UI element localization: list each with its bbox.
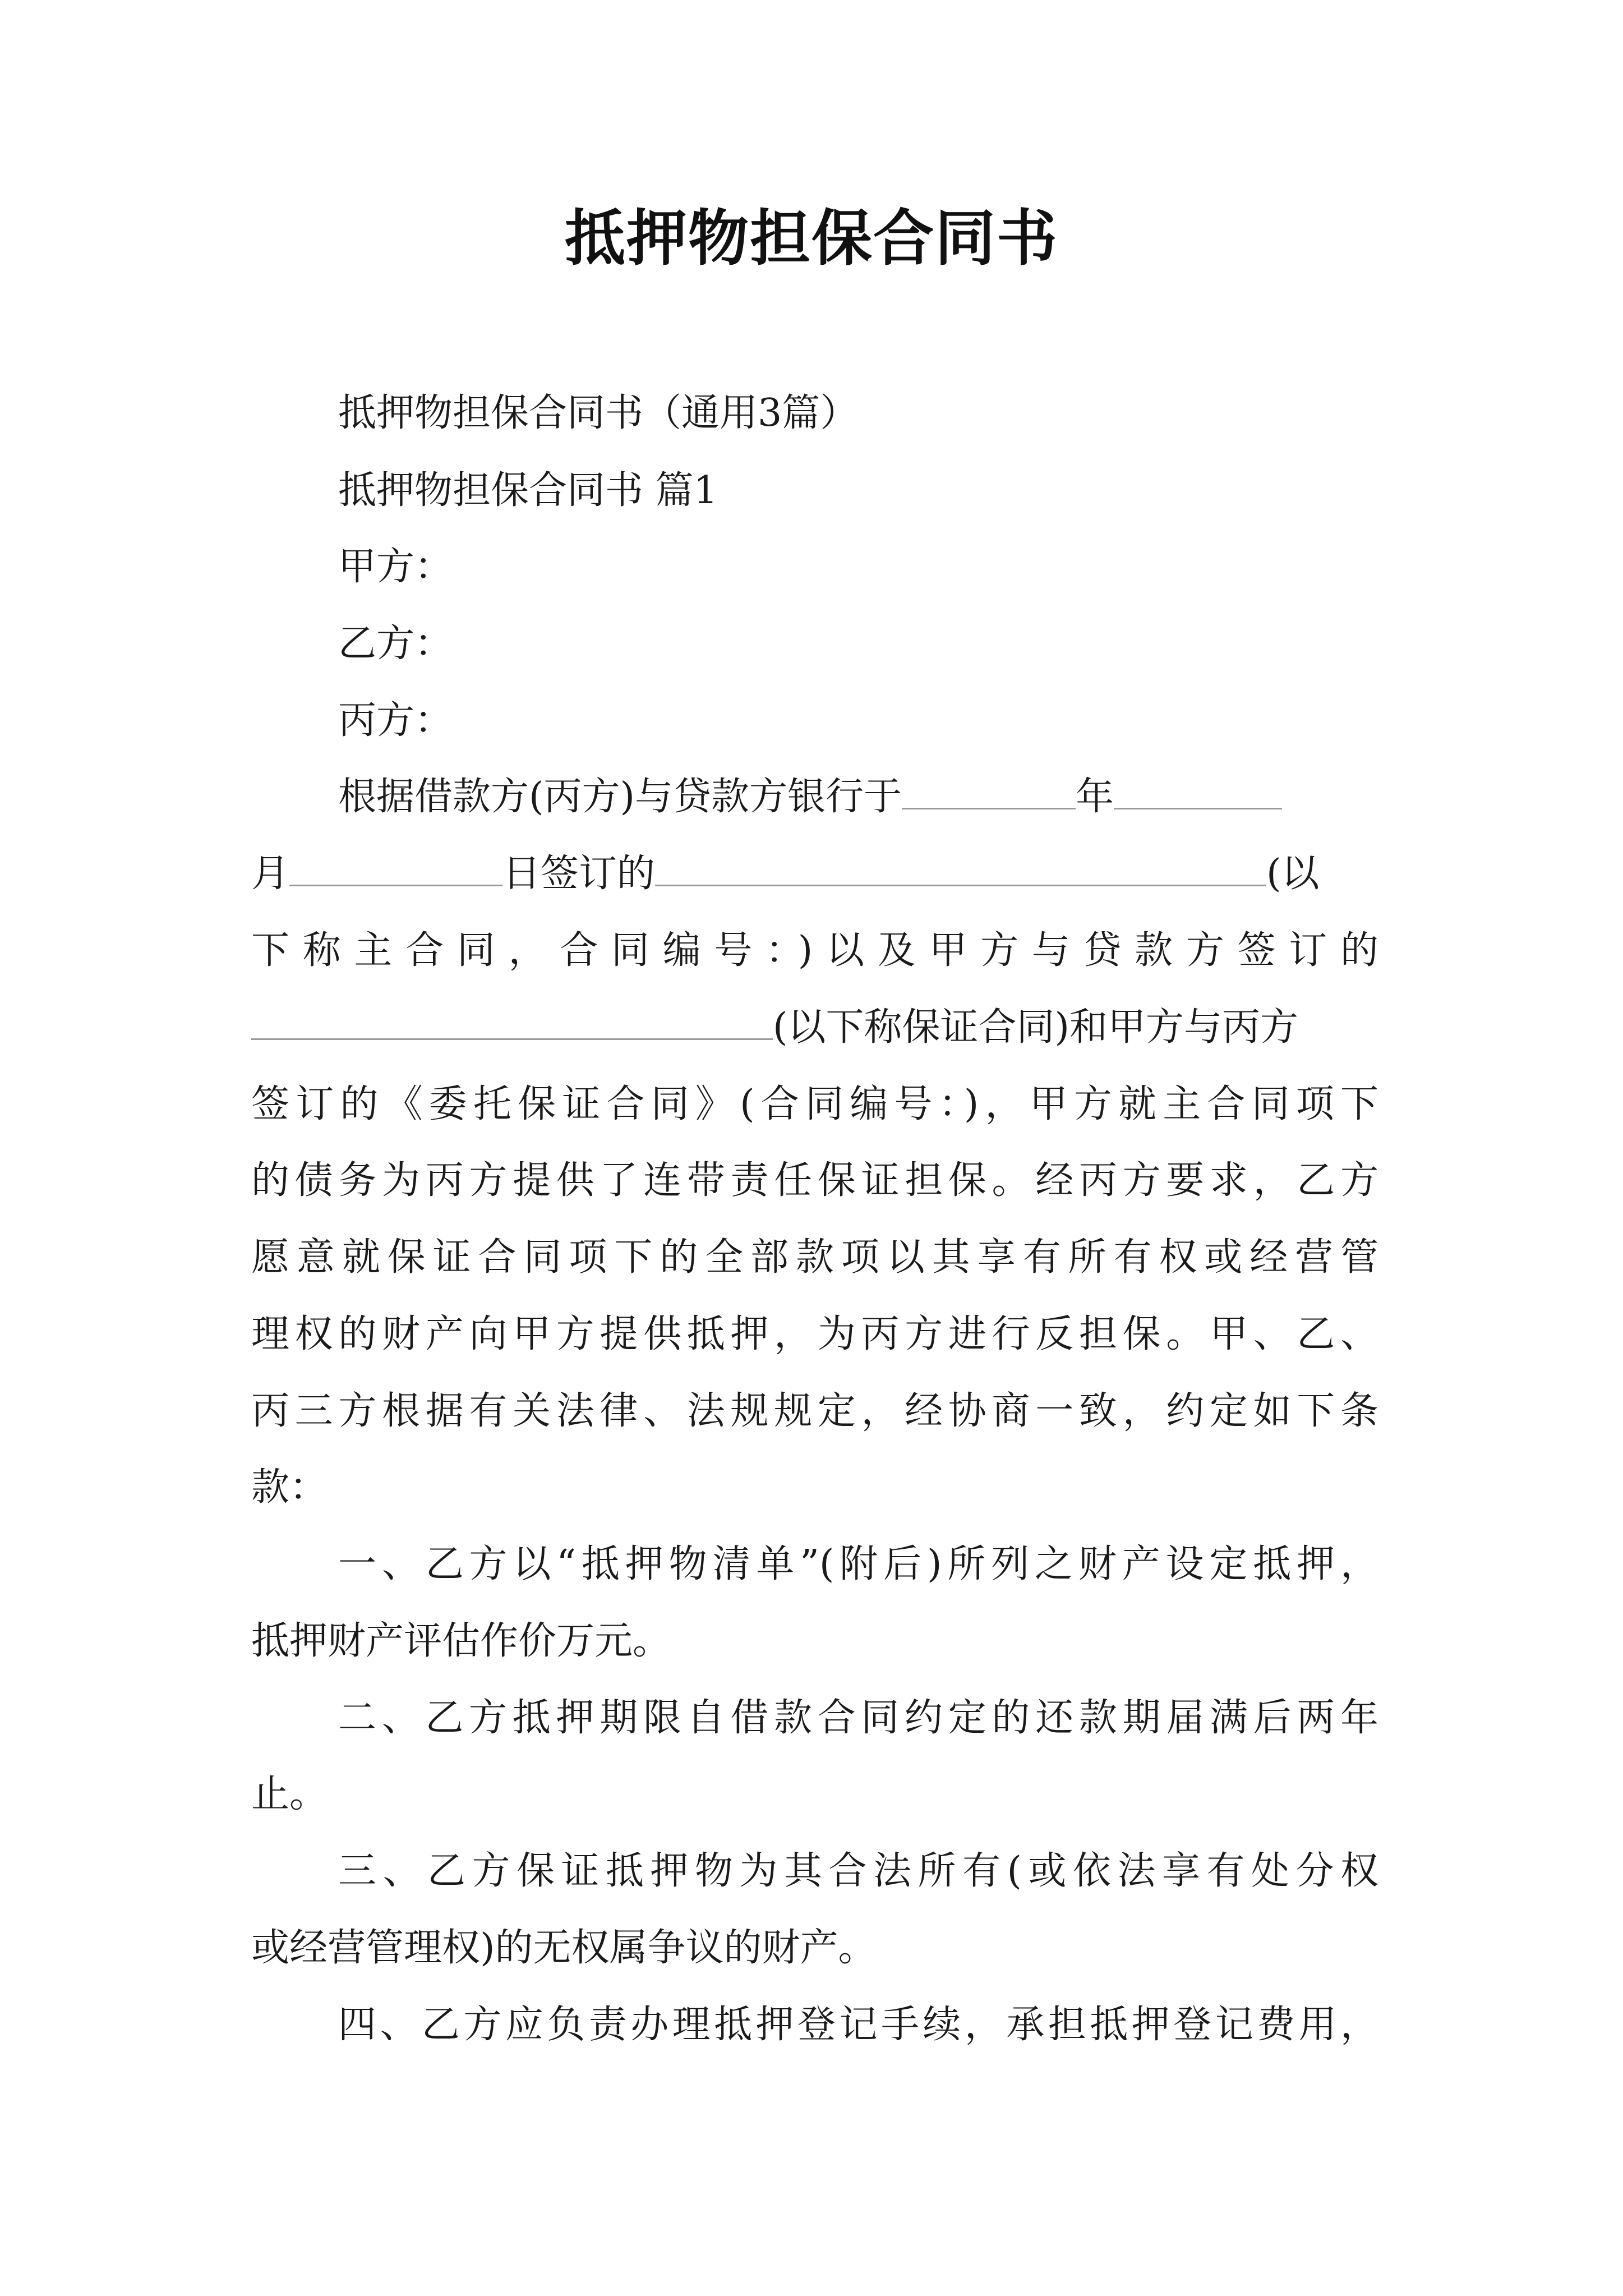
year-blank xyxy=(902,773,1076,809)
preamble-text: 月 xyxy=(251,852,290,896)
preamble-text: 根据借款方(丙方)与贷款方银行于 xyxy=(338,775,902,819)
party-b-label: 乙方： xyxy=(338,622,453,666)
preamble-text: (以 xyxy=(1266,852,1320,896)
document-subtitle: 抵押物担保合同书（通用3篇） xyxy=(338,391,859,435)
preamble-line-8: 理权的财产向甲方提供抵押，为丙方进行反担保。甲、乙、 xyxy=(251,1312,1378,1356)
preamble-line-4 xyxy=(251,1002,1378,1053)
preamble-text: 年 xyxy=(1076,775,1114,819)
preamble-line-3: 下称主合同，合同编号：)以及甲方与贷款方签订的 xyxy=(251,928,1378,973)
clause-3-line-2: 或经营管理权)的无权属争议的财产。 xyxy=(251,1926,877,1970)
clause-1-line-1: 一、乙方以“抵押物清单”(附后)所列之财产设定抵押， xyxy=(338,1542,1378,1586)
guarantee-contract-blank xyxy=(251,1004,773,1040)
month-blank xyxy=(1114,773,1282,809)
preamble-line-9: 丙三方根据有关法律、法规规定，经协商一致，约定如下条 xyxy=(251,1389,1378,1433)
preamble-line-10: 款： xyxy=(251,1465,328,1510)
preamble-text: 日签订的 xyxy=(502,852,656,896)
party-c-label: 丙方： xyxy=(338,698,453,743)
section-heading: 抵押物担保合同书 篇1 xyxy=(338,468,718,513)
clause-3-line-1: 三、乙方保证抵押物为其合法所有(或依法享有处分权 xyxy=(338,1849,1378,1893)
party-a-label: 甲方： xyxy=(338,545,453,589)
clause-2-line-2: 止。 xyxy=(251,1772,328,1816)
preamble-line-5: 签订的《委托保证合同》(合同编号：)，甲方就主合同项下 xyxy=(251,1082,1378,1126)
preamble-line-1 xyxy=(338,772,1378,822)
preamble-line-7: 愿意就保证合同项下的全部款项以其享有所有权或经营管 xyxy=(251,1235,1378,1280)
document-title: 抵押物担保合同书 xyxy=(564,203,1058,274)
preamble-text: (以下称保证合同)和甲方与丙方 xyxy=(773,1005,1299,1050)
clause-4-line-1: 四、乙方应负责办理抵押登记手续，承担抵押登记费用， xyxy=(338,2003,1378,2047)
contract-name-blank xyxy=(655,850,1266,886)
preamble-line-6: 的债务为丙方提供了连带责任保证担保。经丙方要求，乙方 xyxy=(251,1158,1378,1203)
clause-1-line-2: 抵押财产评估作价万元。 xyxy=(251,1619,671,1663)
clause-2-line-1: 二、乙方抵押期限自借款合同约定的还款期届满后两年 xyxy=(338,1696,1378,1740)
preamble-line-2 xyxy=(251,849,1378,899)
day-blank xyxy=(289,850,502,886)
